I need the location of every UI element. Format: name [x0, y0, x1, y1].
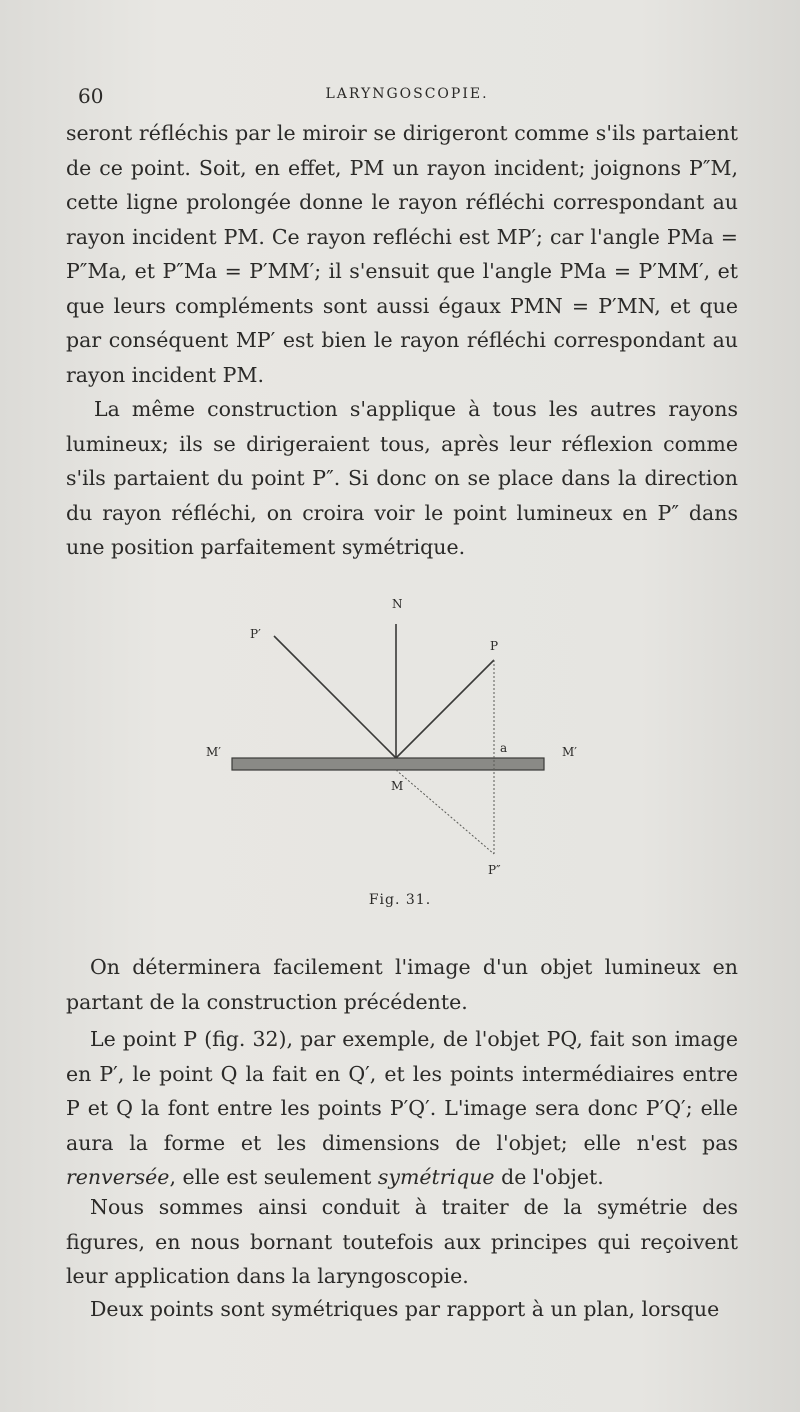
prolonged-line: [396, 770, 494, 854]
label-M-prime-left: M′: [206, 745, 222, 759]
paragraph-4-text-a: Le point P (fig. 32), par exemple, de l'objet PQ, fait son image en P′, le point Q la fait en Q′, et les points intermédiaires entre P et Q la font entre les points P′Q′. L'image sera donc P′Q′; elle aura la forme et les dimensions de l'objet; elle n'est pas: [66, 1027, 738, 1155]
reflected-ray: [274, 636, 396, 758]
label-a: a: [500, 741, 508, 755]
page-number: 60: [78, 84, 104, 108]
paragraph-4-text-b: , elle est seulement: [169, 1165, 378, 1189]
label-P-double-prime: P″: [488, 863, 501, 877]
figure-caption: Fig. 31.: [368, 892, 432, 908]
paragraph-6: Deux points sont symétriques par rapport à un plan, lorsque: [90, 1297, 720, 1321]
label-N: N: [392, 597, 403, 611]
italic-reversed: renversée: [66, 1165, 170, 1189]
paragraph-4: [66, 1022, 738, 1195]
label-M-prime-right: M′: [562, 745, 578, 759]
label-M: M: [391, 779, 404, 793]
paragraph-3: On déterminera facilement l'image d'un objet lumineux en partant de la construction précédente.: [66, 955, 738, 1014]
incident-ray: [396, 660, 494, 758]
paragraph-2: La même construction s'applique à tous les autres rayons lumineux; ils se dirigeraient tous, après leur réflexion comme s'ils partaient du point P″. Si donc on se place dans la direction du rayon réfléchi, on croira voir le point lumineux en P″ dans une position parfaitement symétrique.: [66, 397, 738, 559]
label-P-prime: P′: [250, 627, 261, 641]
paragraph-4-text-c: de l'objet.: [494, 1165, 604, 1189]
paragraph-5: Nous sommes ainsi conduit à traiter de la symétrie des figures, en nous bornant toutefois aux principes qui reçoivent leur application dans la laryngoscopie.: [66, 1195, 738, 1288]
italic-symmetric: symétrique: [377, 1165, 495, 1189]
running-head: LARYNGOSCOPIE.: [325, 86, 489, 102]
page-header: [78, 84, 736, 110]
paragraph-1: seront réfléchis par le miroir se dirigeront comme s'ils partaient de ce point. Soit, en effet, PM un rayon incident; joignons P″M, cette ligne prolongée donne le rayon réfléchi correspondant au rayon incident PM. Ce rayon refléchi est MP′; car l'angle PMa = P″Ma, et P″Ma = P′MM′; il s'ensuit que l'angle PMa = P′MM′, et que leurs compléments sont aussi égaux PMN = P′MN, et que par conséquent MP′ est bien le rayon réfléchi correspondant au rayon incident PM.: [66, 121, 738, 387]
label-P: P: [490, 639, 499, 653]
figure-31: [190, 590, 610, 920]
mirror: [232, 758, 544, 770]
reflection-diagram: [190, 590, 610, 920]
